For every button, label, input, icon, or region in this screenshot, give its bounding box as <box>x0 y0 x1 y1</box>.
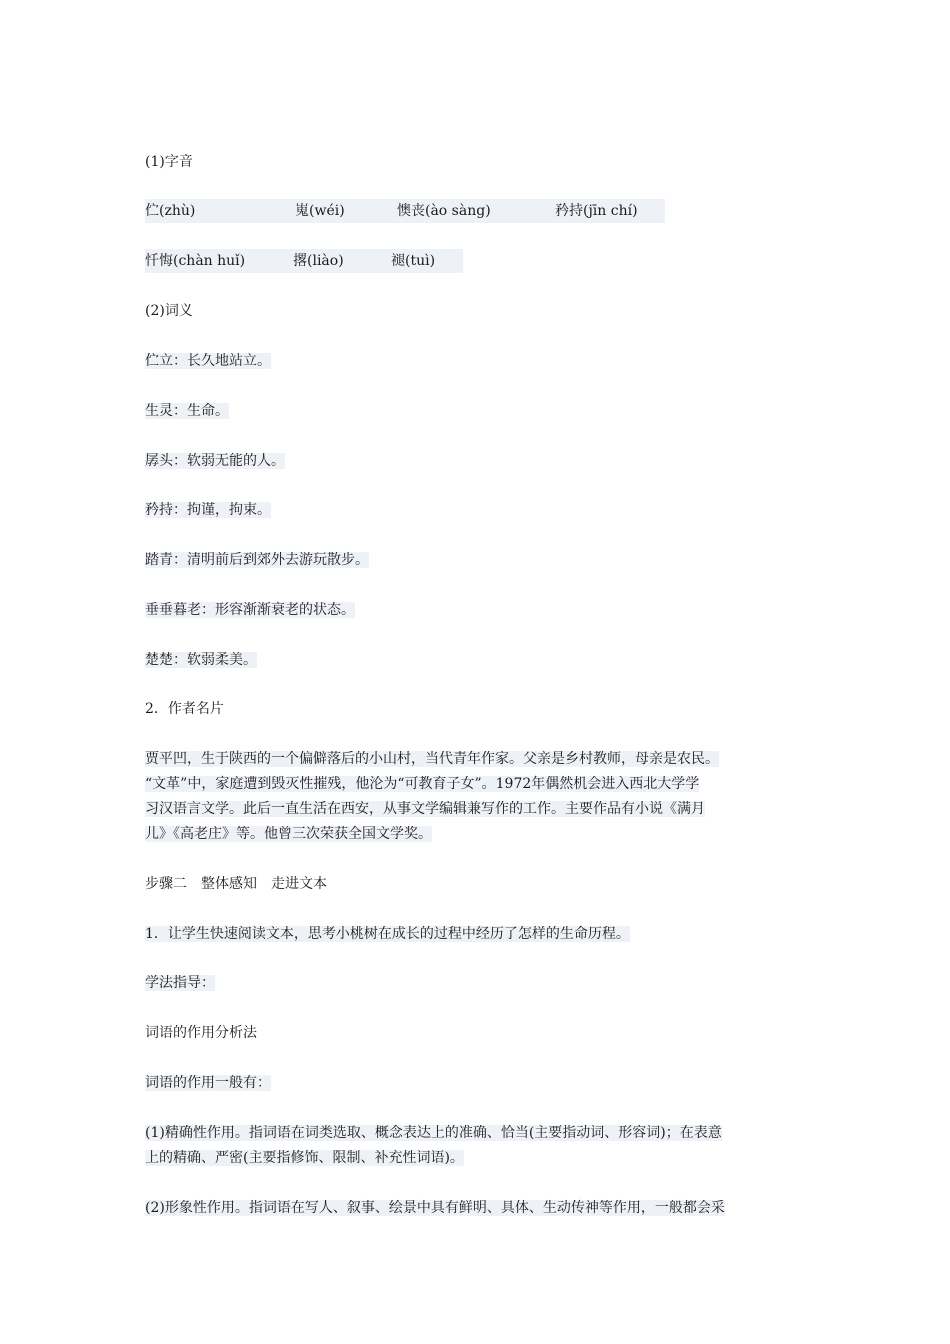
pronunciation-item: 矜持(jīn chí) <box>555 199 665 223</box>
guide-label: 学法指导： <box>145 975 215 991</box>
meaning-entry: 楚楚：软弱柔美。 <box>145 652 257 668</box>
point-1-line: (1)精确性作用。指词语在词类选取、概念表达上的准确、恰当(主要指动词、形容词)；在表意 <box>145 1125 722 1141</box>
meaning-entry: 踏青：清明前后到郊外去游玩散步。 <box>145 552 369 568</box>
point-1-line: 上的精确、严密(主要指修饰、限制、补充性词语)。 <box>145 1150 464 1166</box>
author-bio-line: 儿》《高老庄》等。他曾三次荣获全国文学奖。 <box>145 826 432 842</box>
pronunciation-item: 嵬(wéi) <box>295 199 397 223</box>
pronunciation-item: 撂(liào) <box>293 249 391 273</box>
author-bio-line: 贾平凹，生于陕西的一个偏僻落后的小山村，当代青年作家。父亲是乡村教师，母亲是农民。 <box>145 751 719 767</box>
meaning-entry: 生灵：生命。 <box>145 403 229 419</box>
author-heading: 2．作者名片 <box>145 701 224 717</box>
step2-heading: 步骤二 整体感知 走进文本 <box>145 876 327 892</box>
pronunciation-item: 忏悔(chàn huǐ) <box>145 249 293 273</box>
method-title: 词语的作用分析法 <box>145 1025 257 1041</box>
author-bio-line: 习汉语言文学。此后一直生活在西安，从事文学编辑兼写作的工作。主要作品有小说《满月 <box>145 801 705 817</box>
author-bio-line: “文革”中，家庭遭到毁灭性摧残，他沦为“可教育子女”。1972年偶然机会进入西北大学学 <box>145 776 700 792</box>
method-intro: 词语的作用一般有： <box>145 1075 271 1091</box>
meaning-entry: 垂垂暮老：形容渐渐衰老的状态。 <box>145 602 355 618</box>
pronunciation-item: 懊丧(ào sàng) <box>397 199 555 223</box>
pronunciation-row-1 <box>145 199 665 223</box>
pronunciation-heading: (1)字音 <box>145 154 193 170</box>
meaning-entry: 伫立：长久地站立。 <box>145 353 271 369</box>
meaning-entry: 矜持：拘谨，拘束。 <box>145 502 271 518</box>
pronunciation-item: 褪(tuì) <box>391 249 463 273</box>
meaning-heading: (2)词义 <box>145 303 193 319</box>
pronunciation-row-2 <box>145 249 463 273</box>
question-1: 1．让学生快速阅读文本，思考小桃树在成长的过程中经历了怎样的生命历程。 <box>145 926 630 942</box>
pronunciation-item: 伫(zhù) <box>145 199 295 223</box>
point-2-line: (2)形象性作用。指词语在写人、叙事、绘景中具有鲜明、具体、生动传神等作用，一般都会采 <box>145 1200 725 1216</box>
meaning-entry: 孱头：软弱无能的人。 <box>145 453 285 469</box>
